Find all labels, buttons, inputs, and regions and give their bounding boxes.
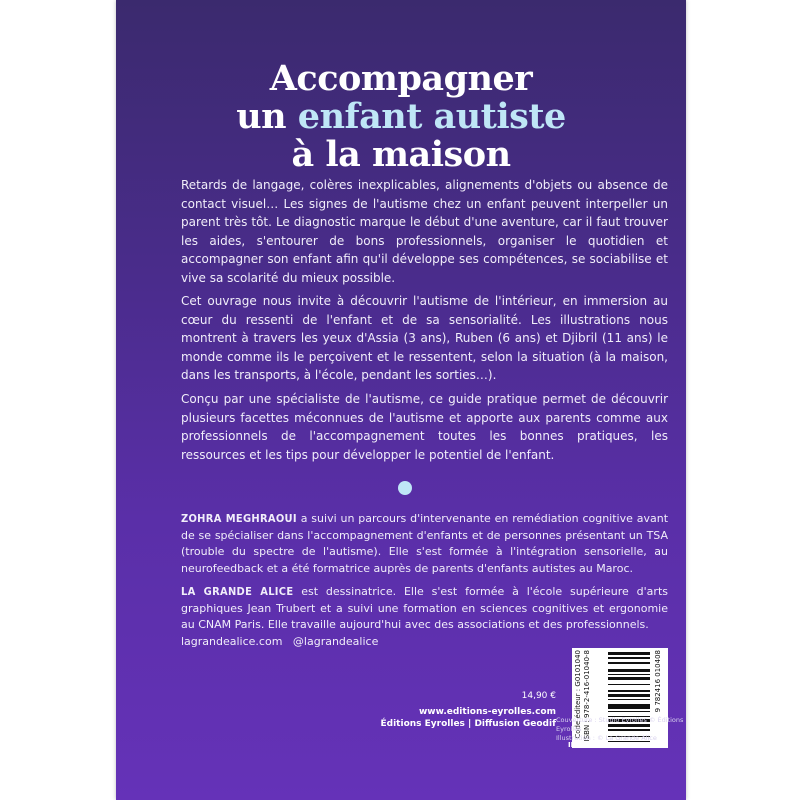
- illustrator-name: LA GRANDE ALICE: [181, 585, 294, 598]
- paragraph-text: Conçu par une spécialiste de l'autisme, ce guide pratique permet de découvrir plusieurs facettes méconnues de l'autisme et apporte aux parents comme aux professionnels de l'accompagnement toutes les bonnes pratiques, les ressources et les tips pour développer le potentiel de l'enfant.: [181, 392, 668, 462]
- barcode-digits: 9 782416 010408: [654, 650, 662, 713]
- isbn: ISBN : 978-2-416-01040-8: [583, 650, 591, 742]
- website: www.editions-eyrolles.com: [418, 707, 556, 717]
- author-name: ZOHRA MEGHRAOUI: [181, 512, 297, 525]
- book-title: [116, 60, 686, 173]
- summary-paragraph-1: [181, 176, 668, 287]
- title-line-2-prefix: un: [236, 95, 298, 137]
- illustrator-bio: [181, 584, 668, 650]
- publisher-distribution: Éditions Eyrolles | Diffusion Geodif: [380, 719, 556, 729]
- credits-line-2: Illustration : © La Grande Alice: [556, 734, 657, 742]
- printed-in: IMPRIMÉ EN EUROPE: [568, 741, 650, 749]
- title-line-3: à la maison: [291, 133, 511, 175]
- separator-dot: [398, 481, 412, 495]
- paragraph-text: Retards de langage, colères inexplicables, alignements d'objets ou absence de contact visuel… Les signes de l'autisme chez un enfant peuvent interpeller un parent très tôt. Le diagnostic marque le début d'une aventure, car il faut trouver les aides, s'entourer de bons professionnels, organiser le quotidien et accompagner son enfant afin qu'il développe ses compétences, se sociabilise et vive sa scolarité du mieux possible.: [181, 178, 668, 285]
- credits-line-1: Couverture : Studio Eyrolles © Éditions Eyrolles: [556, 716, 684, 733]
- author-bio-text: a suivi un parcours d'intervenante en remédiation cognitive avant de se spécialiser dans l'accompagnement d'enfants et de personnes présentant un TSA (trouble du spectre de l'autisme). Elle s'est formée à l'intégration sensorielle, au neurofeedback et a été formatrice auprès de parents d'enfants autistes au Maroc.: [181, 512, 669, 575]
- illustrator-bio-text: est dessinatrice. Elle s'est formée à l'école supérieure d'arts graphiques Jean Trubert et a suivi une formation en sciences cognitives et ergonomie au CNAM Paris. Elle travaille aujourd'hui avec des associations et des professionnels.: [181, 585, 668, 631]
- author-bio: [181, 511, 668, 577]
- price: 14,90 €: [521, 691, 556, 701]
- summary-paragraph-3: [181, 390, 668, 464]
- title-accent: enfant autiste: [297, 95, 566, 137]
- title-line-2: [116, 95, 686, 137]
- credits: [556, 716, 706, 743]
- code-editeur: Code éditeur : G0101040: [574, 650, 582, 739]
- publisher-block: [376, 690, 556, 730]
- title-line-1: Accompagner: [269, 58, 533, 99]
- illustrator-links: lagrandealice.com @lagrandealice: [181, 634, 379, 648]
- summary-paragraph-2: [181, 292, 668, 385]
- back-cover: [116, 0, 686, 800]
- paragraph-text: Cet ouvrage nous invite à découvrir l'autisme de l'intérieur, en immersion au cœur du ressenti de l'enfant et de sa sensorialité. Les illustrations nous montrent à travers les yeux d'Assia (3 ans), Ruben (6 ans) et Djibril (11 ans) le monde comme ils le perçoivent et le ressentent, selon la situation (à la maison, dans les transports, à l'école, pendant les sorties…).: [181, 294, 668, 382]
